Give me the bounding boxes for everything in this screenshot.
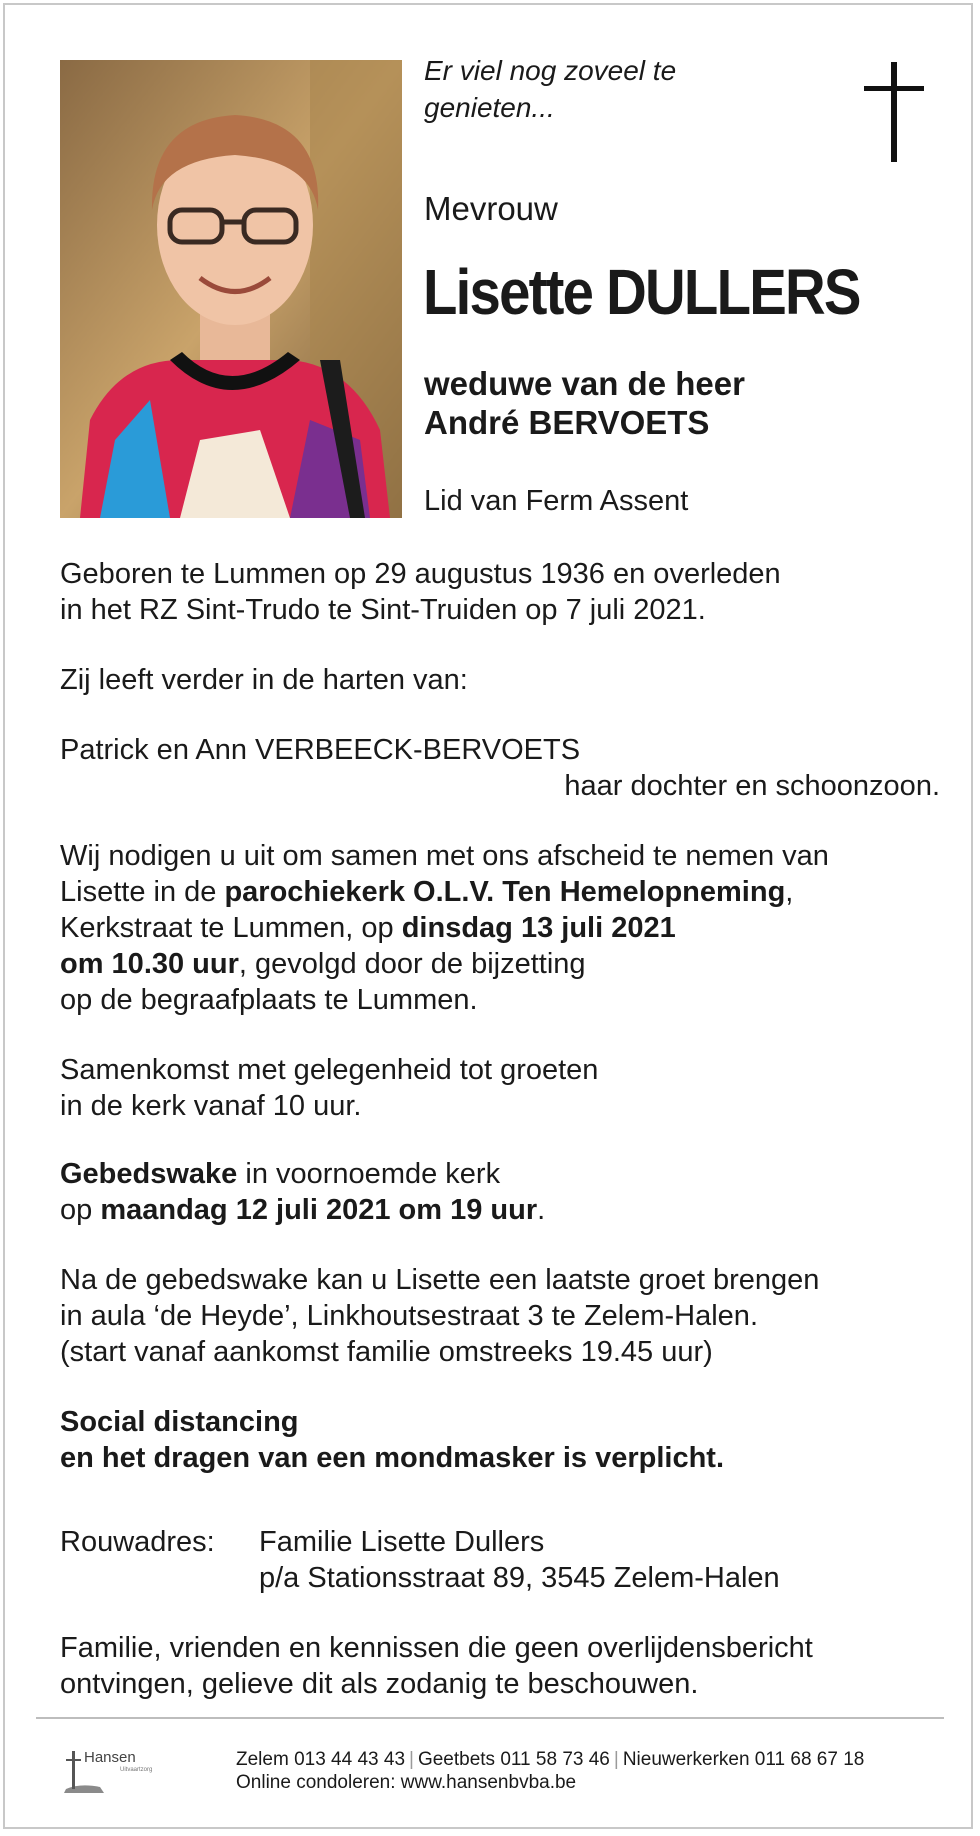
logo-name: Hansen — [84, 1749, 136, 1766]
spouse-info — [424, 364, 745, 442]
text-line: Kerkstraat te Lummen, op dinsdag 13 juli 2021 — [60, 912, 676, 944]
separator: | — [613, 1749, 619, 1770]
hansen-logo — [60, 1745, 200, 1795]
vigil-date: maandag 12 juli 2021 om 19 uur — [100, 1194, 538, 1226]
phone-geetbets: Geetbets 011 58 73 46 — [417, 1749, 610, 1770]
salutation: Mevrouw — [424, 190, 558, 227]
phone-nieuwerkerken: Nieuwerkerken 011 68 67 18 — [622, 1749, 865, 1770]
text-line: Gebedswake in voornoemde kerk — [60, 1158, 501, 1190]
text-line: Samenkomst met gelegenheid tot groeten — [60, 1054, 599, 1086]
quote-line: genieten... — [424, 92, 555, 123]
text-line: Geboren te Lummen op 29 augustus 1936 en overleden — [60, 558, 781, 590]
birth-death-paragraph — [60, 556, 940, 628]
survivor-relation: haar dochter en schoonzoon. — [564, 770, 940, 802]
text-line: in aula ‘de Heyde’, Linkhoutsestraat 3 te Zelem-Halen. — [60, 1300, 758, 1332]
text-line: (start vanaf aankomst familie omstreeks 19.45 uur) — [60, 1336, 713, 1368]
text-line: Lisette in de parochiekerk O.L.V. Ten Hemelopneming, — [60, 876, 794, 908]
portrait-photo — [60, 60, 402, 518]
text-line: Wij nodigen u uit om samen met ons afscheid te nemen van — [60, 840, 829, 872]
text-line: Familie, vrienden en kennissen die geen overlijdensbericht — [60, 1632, 813, 1664]
text-line: Social distancing — [60, 1406, 299, 1438]
cross-icon — [864, 62, 924, 162]
farewell-paragraph — [60, 1262, 940, 1370]
vigil-label: Gebedswake — [60, 1158, 238, 1190]
text-line: en het dragen van een mondmasker is verplicht. — [60, 1442, 724, 1474]
online-condolence[interactable]: Online condoleren: www.hansenbvba.be — [236, 1772, 577, 1793]
text-line: om 10.30 uur, gevolgd door de bijzetting — [60, 948, 586, 980]
text-line: in het RZ Sint-Trudo te Sint-Truiden op 7 juli 2021. — [60, 594, 706, 626]
phone-zelem: Zelem 013 44 43 43 — [236, 1749, 406, 1770]
footer-divider — [36, 1717, 944, 1719]
membership: Lid van Ferm Assent — [424, 485, 689, 517]
phone-line — [236, 1748, 864, 1771]
survived-intro: Zij leeft verder in de harten van: — [60, 664, 468, 696]
logo-sub: Uitvaartzorg — [120, 1767, 153, 1773]
deceased-name: Lisette DULLERS — [423, 256, 860, 328]
invitation-paragraph — [60, 838, 940, 1018]
closing-notice — [60, 1630, 940, 1702]
address-line: p/a Stationsstraat 89, 3545 Zelem-Halen — [259, 1562, 780, 1594]
survivor-names: Patrick en Ann VERBEECK-BERVOETS — [60, 734, 581, 766]
footer-contact — [236, 1748, 864, 1794]
funeral-date: dinsdag 13 juli 2021 — [401, 912, 676, 944]
gathering-paragraph — [60, 1052, 940, 1124]
church-name: parochiekerk O.L.V. Ten Hemelopneming — [224, 876, 786, 908]
separator: | — [409, 1749, 414, 1770]
address-line: Familie Lisette Dullers — [259, 1526, 545, 1558]
text-line: Na de gebedswake kan u Lisette een laatste groet brengen — [60, 1264, 820, 1296]
funeral-time: om 10.30 uur — [60, 948, 239, 980]
address-label: Rouwadres: — [60, 1526, 215, 1558]
spouse-line: André BERVOETS — [424, 404, 710, 441]
quote-line: Er viel nog zoveel te — [424, 55, 677, 86]
text-line: op de begraafplaats te Lummen. — [60, 984, 478, 1016]
text-line: op maandag 12 juli 2021 om 19 uur. — [60, 1194, 546, 1226]
text-line: ontvingen, gelieve dit als zodanig te beschouwen. — [60, 1668, 699, 1700]
covid-notice — [60, 1404, 940, 1476]
text-line: in de kerk vanaf 10 uur. — [60, 1090, 362, 1122]
spouse-line: weduwe van de heer — [424, 365, 745, 402]
quote — [424, 52, 734, 126]
survivors — [60, 732, 940, 804]
vigil-paragraph — [60, 1156, 940, 1228]
